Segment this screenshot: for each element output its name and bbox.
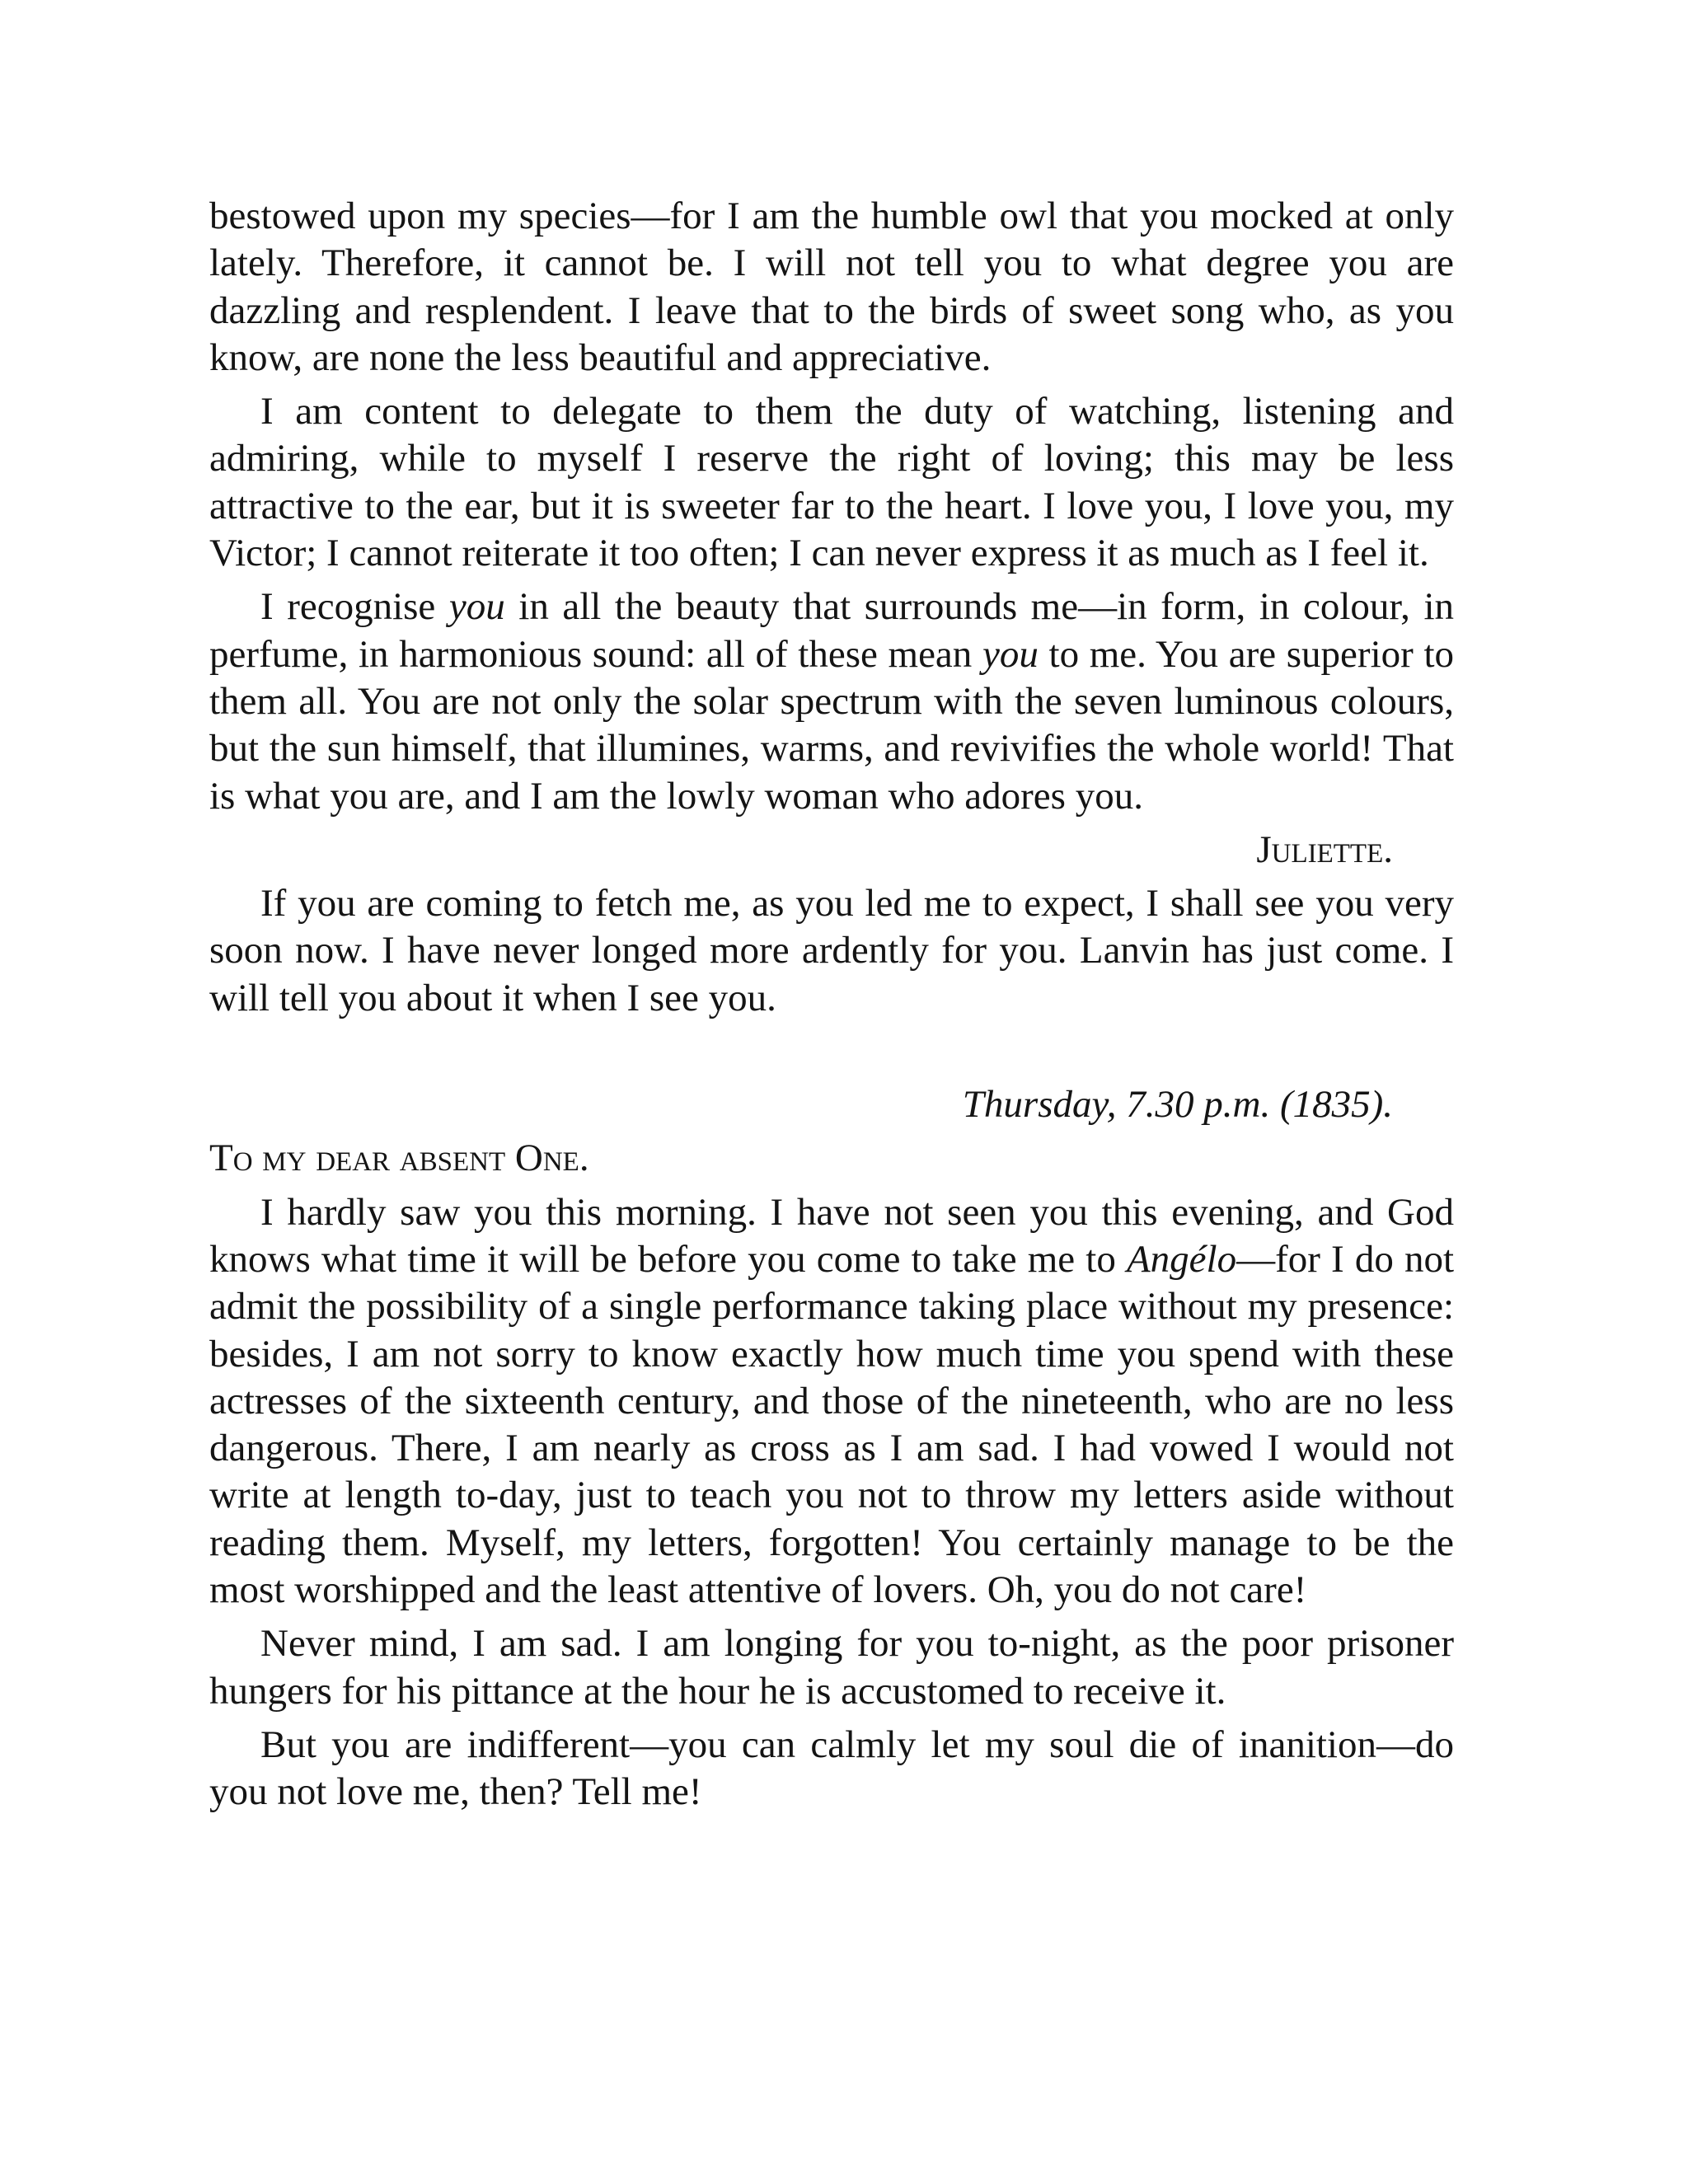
letter2-paragraph-1-text-b: —for I do not admit the possibility of a single performance taking place without my presence: besides, I am not sorry to know exactly how much time you spend with these actresses of the sixteenth century, and those of the nineteenth, who are no less dangerous. There, I am nearly as cross as I am sad. I had vowed I would not write at length to-day, just to teach you not to throw my letters aside without reading them. Myself, my letters, forgotten! You certainly manage to be the most worshipped and the least attentive of lovers. Oh, you do not care! [209,1237,1454,1612]
emphasis-angelo: Angélo [1126,1237,1237,1281]
letter1-paragraph-3-text-a: I recognise [260,585,449,629]
letter1-paragraph-1: bestowed upon my species—for I am the humble owl that you mocked at only lately. Therefore, it cannot be. I will not tell you to what degree you are dazzling and resplendent. I leave that to the birds of sweet song who, as you know, are none the less beautiful and appreciative. [209,194,1454,379]
salutation: To my dear absent One. [209,1137,589,1180]
dateline: Thursday, 7.30 p.m. (1835). [962,1083,1393,1127]
letter1-postscript: If you are coming to fetch me, as you led me to expect, I shall see you very soon now. I have never longed more ardently for you. Lanvin has just come. I will tell you about it when I see you. [209,882,1454,1019]
page-body [209,193,1454,1823]
letter2-paragraph-1 [209,1189,1454,1615]
letter2-paragraph-2: Never mind, I am sad. I am longing for you to-night, as the poor prisoner hungers for his pittance at the hour he is accustomed to receive it. [209,1622,1454,1713]
letter1-paragraph-3 [209,583,1454,819]
emphasis-you-2: you [982,632,1039,676]
letter2-paragraph-1-text-a: I hardly saw you this morning. I have not seen you this evening, and God knows what time it will be before you come to take me to [209,1190,1454,1281]
letter2-paragraph-3: But you are indifferent—you can calmly let my soul die of inanition—do you not love me, then? Tell me! [209,1722,1454,1814]
letter1-paragraph-3-text-c: to me. You are superior to them all. You are not only the solar spectrum with the seven luminous colours, but the sun himself, that illumines, warms, and revivifies the whole world! That is what you are, and I am the lowly woman who adores you. [209,632,1454,818]
emphasis-you-1: you [448,585,505,629]
letter1-paragraph-2: I am content to delegate to them the duty of watching, listening and admiring, while to myself I reserve the right of loving; this may be less attractive to the ear, but it is sweeter far to the heart. I love you, I love you, my Victor; I cannot reiterate it too often; I can never express it as much as I feel it. [209,390,1454,575]
signature: Juliette. [1256,827,1393,871]
letter1-paragraph-3-text-b: in all the beauty that surrounds me—in form, in colour, in perfume, in harmonious sound: all of these mean [209,585,1454,676]
